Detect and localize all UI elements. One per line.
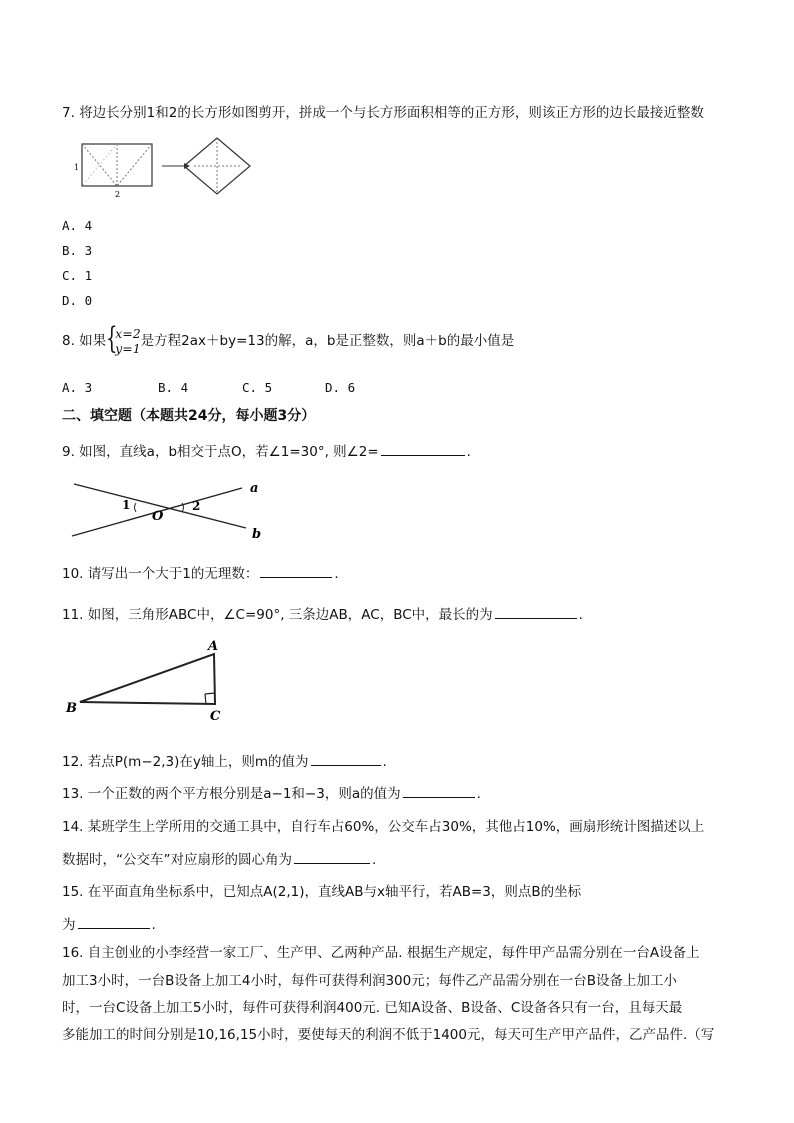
q10-line: 10. 请写出一个大于1的无理数： .: [62, 566, 339, 582]
q13-line: 13. 一个正数的两个平方根分别是a−1和−3，则a的值为 .: [62, 786, 481, 802]
q7-option-d: D. 0: [62, 293, 93, 308]
label-o: O: [152, 509, 164, 524]
q10-answer-blank[interactable]: [260, 564, 332, 578]
q12-answer-blank[interactable]: [311, 752, 381, 766]
q11-answer-blank[interactable]: [495, 605, 577, 619]
q15-line1: 15. 在平面直角坐标系中，已知点A(2,1)，直线AB与x轴平行，若AB=3，则点B的坐标: [62, 884, 582, 900]
q16-line1: 16. 自主创业的小李经营一家工厂、生产甲、乙两种产品. 根据生产规定，每件甲产品需分别在一台A设备上: [62, 945, 700, 961]
q9-text: 9. 如图，直线a，b相交于点O，若∠1=30°, 则∠2=: [62, 444, 379, 460]
q15-text: 为: [62, 917, 76, 933]
vertex-b-label: B: [66, 701, 77, 716]
q8-eq2: y=1: [115, 341, 141, 356]
q16-line2: 加工3小时，一台B设备上加工4小时，每件可获得利润300元；每件乙产品需分别在一台B设备上加工小: [62, 973, 677, 989]
q8-option-d: D. 6: [325, 380, 356, 395]
q8-equation-system: { x=2 y=1: [106, 321, 141, 356]
q7-figure: [72, 136, 252, 200]
q9-answer-blank[interactable]: [381, 442, 465, 456]
q8-option-a: A. 3: [62, 380, 93, 395]
q9-line: 9. 如图，直线a，b相交于点O，若∠1=30°, 则∠2= .: [62, 444, 471, 460]
q8-line: [62, 321, 515, 356]
angle-1-label: 1: [122, 498, 131, 512]
q13-answer-blank[interactable]: [403, 784, 475, 798]
vertex-c-label: C: [210, 709, 221, 724]
triangle-abc: [80, 654, 215, 704]
q8-option-b: B. 4: [158, 380, 189, 395]
q16-line3: 时，一台C设备上加工5小时，每件可获得利润400元. 已知A设备、B设备、C设备各只有一台，且每天最: [62, 1000, 683, 1016]
q8-prefix: 8. 如果: [62, 333, 107, 349]
q10-text: 10. 请写出一个大于1的无理数：: [62, 566, 259, 582]
q13-text: 13. 一个正数的两个平方根分别是a−1和−3，则a的值为: [62, 786, 401, 802]
q12-line: 12. 若点P(m−2,3)在y轴上，则m的值为 .: [62, 754, 387, 770]
q11-text: 11. 如图，三角形ABC中，∠C=90°, 三条边AB，AC，BC中，最长的为: [62, 607, 493, 623]
q15-line2: 为 .: [62, 917, 156, 933]
vertex-a-label: A: [208, 639, 219, 654]
q7-option-b: B. 3: [62, 243, 93, 258]
q8-eq1: x=2: [115, 326, 141, 341]
q16-line4: 多能加工的时间分别是10,16,15小时，要使每天的利润不低于1400元，每天可生产甲产品件，乙产品件.（写: [62, 1027, 715, 1043]
rect-side-label-2: 2: [115, 190, 121, 199]
q14-line2: 数据时，“公交车”对应扇形的圆心角为 .: [62, 852, 377, 868]
q15-answer-blank[interactable]: [78, 915, 150, 929]
label-b: b: [252, 527, 262, 542]
section-heading: 二、填空题（本题共24分，每小题3分）: [62, 408, 316, 424]
q9-figure: [70, 476, 270, 542]
rect-side-label-1: 1: [74, 163, 80, 172]
q7-option-c: C. 1: [62, 268, 93, 283]
right-angle-marker: [205, 694, 206, 704]
q7-option-a: A. 4: [62, 218, 93, 233]
label-a: a: [250, 481, 259, 496]
q11-figure: [64, 638, 234, 724]
q14-answer-blank[interactable]: [294, 850, 370, 864]
angle-2-label: 2: [192, 499, 201, 513]
q12-text: 12. 若点P(m−2,3)在y轴上，则m的值为: [62, 754, 309, 770]
q11-line: 11. 如图，三角形ABC中，∠C=90°, 三条边AB，AC，BC中，最长的为 .: [62, 607, 583, 623]
q7-text: 7. 将边长分别1和2的长方形如图剪开，拼成一个与长方形面积相等的正方形，则该正方形的边长最接近整数: [62, 105, 704, 121]
q14-line1: 14. 某班学生上学所用的交通工具中，自行车占60%，公交车占30%，其他占10%，画扇形统计图描述以上: [62, 819, 705, 835]
q14-text: 数据时，“公交车”对应扇形的圆心角为: [62, 852, 292, 868]
q8-option-c: C. 5: [242, 380, 273, 395]
q8-suffix: 是方程2ax＋by=13的解，a，b是正整数，则a＋b的最小值是: [140, 333, 515, 349]
